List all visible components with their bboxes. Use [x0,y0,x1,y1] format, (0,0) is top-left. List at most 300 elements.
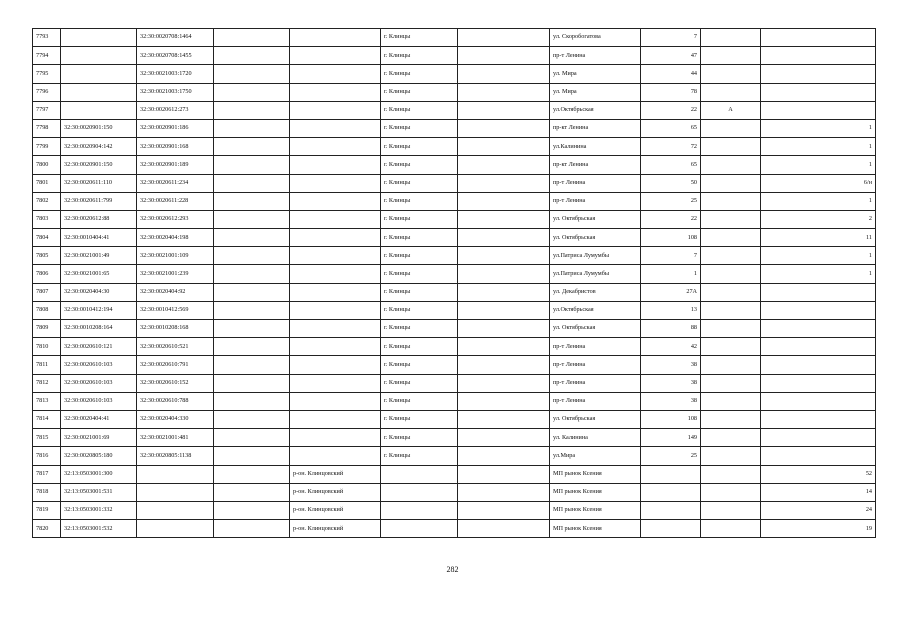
cell-cadastral-new: 32:30:0020708:1464 [137,29,214,47]
cell-apartment [761,29,876,47]
cell-empty [458,465,550,483]
cell-cadastral-new [137,483,214,501]
cell-cadastral-new: 32:30:0020612:293 [137,210,214,228]
cell-house-number: 47 [641,47,701,65]
table-row [33,101,876,119]
cell-house-letter: А [701,101,761,119]
cell-cadastral-new: 32:30:0021001:239 [137,265,214,283]
cell-street: ул.Мира [550,447,641,465]
cell-house-number: 27А [641,283,701,301]
cell-district [290,447,381,465]
cell-house-number: 38 [641,392,701,410]
cell-apartment: 2 [761,210,876,228]
cell-record-number: 7803 [33,210,61,228]
cell-house-letter [701,210,761,228]
cell-empty [458,356,550,374]
cell-cadastral-old: 32:30:0020610:103 [61,356,137,374]
cell-city: г. Клинцы [381,83,458,101]
cell-street: ул. Мира [550,65,641,83]
cell-house-letter [701,410,761,428]
cell-house-letter [701,483,761,501]
cell-district [290,156,381,174]
cell-cadastral-new: 32:30:0020805:1138 [137,447,214,465]
cell-empty [458,210,550,228]
cell-house-letter [701,447,761,465]
cell-house-number: 65 [641,156,701,174]
cell-empty [458,338,550,356]
cell-cadastral-old: 32:13:0503001:300 [61,465,137,483]
cell-city: г. Клинцы [381,192,458,210]
cell-district [290,338,381,356]
cell-record-number: 7811 [33,356,61,374]
cell-house-letter [701,301,761,319]
cell-street: МП рынок Ксения [550,501,641,519]
cell-empty [214,283,290,301]
cell-street: МП рынок Ксения [550,520,641,538]
cell-cadastral-old: 32:30:0021001:69 [61,429,137,447]
cell-district [290,101,381,119]
table-row [33,192,876,210]
table-row [33,410,876,428]
cell-record-number: 7819 [33,501,61,519]
cell-district: р-он. Клинцовский [290,483,381,501]
cell-street: ул.Патриса Лумумбы [550,265,641,283]
cell-apartment [761,47,876,65]
table-row [33,320,876,338]
cell-street: пр-т Ленина [550,338,641,356]
cell-record-number: 7807 [33,283,61,301]
table-row [33,119,876,137]
cell-cadastral-old: 32:30:0020610:121 [61,338,137,356]
cell-house-number: 42 [641,338,701,356]
cell-empty [458,483,550,501]
cell-cadastral-old: 32:30:0020610:103 [61,374,137,392]
table-row [33,283,876,301]
cell-street: ул.Калинина [550,138,641,156]
cell-district [290,374,381,392]
cell-street: пр-кт Ленина [550,119,641,137]
cell-house-number: 78 [641,83,701,101]
cell-apartment [761,65,876,83]
cell-record-number: 7799 [33,138,61,156]
cell-cadastral-new: 32:30:0010412:569 [137,301,214,319]
cell-apartment: 1 [761,192,876,210]
cell-cadastral-old [61,47,137,65]
cell-city: г. Клинцы [381,119,458,137]
cell-city: г. Клинцы [381,320,458,338]
cell-street: ул. Октябрьская [550,410,641,428]
cell-empty [458,229,550,247]
cell-district [290,65,381,83]
cell-apartment [761,301,876,319]
cell-district [290,247,381,265]
cell-empty [214,501,290,519]
cell-empty [214,320,290,338]
cell-empty [458,520,550,538]
cell-cadastral-new: 32:30:0020611:234 [137,174,214,192]
cell-cadastral-old: 32:30:0020904:142 [61,138,137,156]
cell-house-letter [701,265,761,283]
cell-district [290,301,381,319]
table-row [33,447,876,465]
cell-empty [214,138,290,156]
cell-empty [458,320,550,338]
cell-district [290,174,381,192]
cell-record-number: 7800 [33,156,61,174]
cell-apartment: 1 [761,265,876,283]
cell-house-letter [701,429,761,447]
cell-apartment: 52 [761,465,876,483]
cell-house-number: 25 [641,447,701,465]
cell-empty [214,210,290,228]
cell-apartment: 1 [761,138,876,156]
cell-city [381,483,458,501]
cell-house-letter [701,374,761,392]
cell-record-number: 7794 [33,47,61,65]
cell-empty [214,356,290,374]
cell-district [290,429,381,447]
cell-city: г. Клинцы [381,247,458,265]
cell-street: ул.Октябрьская [550,101,641,119]
cell-record-number: 7808 [33,301,61,319]
cell-empty [214,265,290,283]
cell-city: г. Клинцы [381,101,458,119]
cell-district [290,283,381,301]
table-row [33,156,876,174]
cell-empty [458,447,550,465]
cell-empty [214,47,290,65]
cell-empty [458,501,550,519]
cell-city [381,501,458,519]
table-row [33,265,876,283]
cell-apartment: 11 [761,229,876,247]
cell-empty [458,156,550,174]
cell-house-number [641,465,701,483]
cell-district [290,392,381,410]
cell-cadastral-new [137,520,214,538]
table-row [33,174,876,192]
cell-house-letter [701,47,761,65]
cell-record-number: 7797 [33,101,61,119]
cell-empty [214,119,290,137]
cell-apartment [761,338,876,356]
cell-city: г. Клинцы [381,338,458,356]
cell-empty [458,119,550,137]
cell-record-number: 7820 [33,520,61,538]
cell-house-number: 7 [641,29,701,47]
cell-empty [458,410,550,428]
cell-apartment [761,447,876,465]
table-row [33,520,876,538]
cell-apartment [761,283,876,301]
cell-district: р-он. Клинцовский [290,501,381,519]
cell-record-number: 7815 [33,429,61,447]
cell-house-number: 1 [641,265,701,283]
cell-house-letter [701,392,761,410]
cell-street: ул. Калинина [550,429,641,447]
cell-empty [458,192,550,210]
cell-city: г. Клинцы [381,283,458,301]
cell-street: пр-т Ленина [550,174,641,192]
cell-house-letter [701,356,761,374]
table-row [33,374,876,392]
cell-cadastral-old: 32:30:0020611:799 [61,192,137,210]
cell-empty [458,429,550,447]
table-row [33,47,876,65]
cell-cadastral-old: 32:13:0503001:532 [61,520,137,538]
cell-cadastral-old [61,29,137,47]
table-row [33,65,876,83]
table-row [33,483,876,501]
cell-city [381,520,458,538]
cell-cadastral-old [61,83,137,101]
cell-district [290,119,381,137]
cell-cadastral-new: 32:30:0020404:198 [137,229,214,247]
cell-cadastral-new: 32:30:0020610:521 [137,338,214,356]
cell-district: р-он. Клинцовский [290,520,381,538]
cell-street: пр-т Ленина [550,374,641,392]
cell-record-number: 7798 [33,119,61,137]
cell-empty [214,447,290,465]
cell-street: пр-т Ленина [550,192,641,210]
table-row [33,138,876,156]
cell-empty [458,392,550,410]
table-row [33,338,876,356]
cell-record-number: 7806 [33,265,61,283]
cell-street: пр-т Ленина [550,47,641,65]
cell-empty [458,374,550,392]
cell-empty [214,83,290,101]
cell-street: ул.Октябрьская [550,301,641,319]
cell-house-letter [701,174,761,192]
cell-apartment [761,429,876,447]
cell-city: г. Клинцы [381,210,458,228]
cell-empty [458,47,550,65]
cell-record-number: 7810 [33,338,61,356]
cell-street: ул. Мира [550,83,641,101]
cell-cadastral-old: 32:30:0021001:65 [61,265,137,283]
cell-empty [214,156,290,174]
cell-apartment: 1 [761,119,876,137]
cell-cadastral-new: 32:30:0020610:788 [137,392,214,410]
cell-cadastral-new: 32:30:0020901:168 [137,138,214,156]
cell-cadastral-new: 32:30:0010208:168 [137,320,214,338]
table-row [33,247,876,265]
cell-house-letter [701,520,761,538]
table-row [33,429,876,447]
cell-house-number: 7 [641,247,701,265]
cell-house-letter [701,138,761,156]
cell-city: г. Клинцы [381,392,458,410]
table-row [33,465,876,483]
cell-district [290,265,381,283]
cell-apartment: 24 [761,501,876,519]
cell-cadastral-new: 32:30:0021001:109 [137,247,214,265]
cell-record-number: 7795 [33,65,61,83]
cell-house-letter [701,501,761,519]
cell-city: г. Клинцы [381,156,458,174]
cell-cadastral-new: 32:30:0020612:273 [137,101,214,119]
cell-house-number: 65 [641,119,701,137]
cell-empty [458,301,550,319]
cell-city: г. Клинцы [381,356,458,374]
cell-empty [214,392,290,410]
cell-empty [214,101,290,119]
cell-cadastral-old: 32:30:0020612:88 [61,210,137,228]
cell-record-number: 7812 [33,374,61,392]
cell-empty [214,29,290,47]
cell-house-number: 25 [641,192,701,210]
cell-street: МП рынок Ксения [550,483,641,501]
cell-city: г. Клинцы [381,174,458,192]
cell-cadastral-new: 32:30:0021001:481 [137,429,214,447]
table-row [33,356,876,374]
cell-empty [214,429,290,447]
cell-cadastral-old: 32:13:0503001:531 [61,483,137,501]
cell-house-number: 50 [641,174,701,192]
cell-house-number: 38 [641,356,701,374]
cell-house-letter [701,156,761,174]
cell-empty [214,465,290,483]
cell-apartment [761,356,876,374]
cell-city: г. Клинцы [381,65,458,83]
cell-house-letter [701,320,761,338]
cell-district [290,410,381,428]
registry-table [32,28,876,538]
cell-city: г. Клинцы [381,447,458,465]
cell-street: ул. Скоробогатова [550,29,641,47]
cell-empty [214,410,290,428]
cell-cadastral-old: 32:30:0020404:30 [61,283,137,301]
cell-house-number: 13 [641,301,701,319]
table-row [33,229,876,247]
cell-record-number: 7813 [33,392,61,410]
cell-street: МП рынок Ксения [550,465,641,483]
cell-cadastral-new: 32:30:0021003:1720 [137,65,214,83]
cell-street: пр-т Ленина [550,392,641,410]
cell-cadastral-old: 32:30:0021001:49 [61,247,137,265]
cell-record-number: 7809 [33,320,61,338]
cell-cadastral-old: 32:30:0010208:164 [61,320,137,338]
cell-apartment: 19 [761,520,876,538]
cell-house-number: 108 [641,229,701,247]
cell-house-number: 22 [641,210,701,228]
table-row [33,210,876,228]
table-row [33,501,876,519]
cell-cadastral-new [137,465,214,483]
cell-house-number [641,483,701,501]
cell-cadastral-old: 32:30:0010404:41 [61,229,137,247]
cell-city: г. Клинцы [381,301,458,319]
cell-house-number: 22 [641,101,701,119]
cell-city: г. Клинцы [381,29,458,47]
cell-cadastral-old: 32:30:0020404:41 [61,410,137,428]
cell-house-letter [701,83,761,101]
cell-record-number: 7793 [33,29,61,47]
cell-cadastral-new: 32:30:0020610:152 [137,374,214,392]
cell-district [290,320,381,338]
cell-house-letter [701,465,761,483]
cell-street: ул. Октябрьская [550,210,641,228]
cell-city: г. Клинцы [381,138,458,156]
cell-house-number: 38 [641,374,701,392]
cell-apartment: 1 [761,247,876,265]
cell-district [290,83,381,101]
cell-cadastral-new: 32:30:0020708:1455 [137,47,214,65]
cell-district [290,192,381,210]
cell-city: г. Клинцы [381,229,458,247]
cell-record-number: 7802 [33,192,61,210]
cell-empty [458,65,550,83]
cell-cadastral-old: 32:30:0020901:150 [61,156,137,174]
cell-house-number: 88 [641,320,701,338]
cell-cadastral-old: 32:30:0020611:110 [61,174,137,192]
cell-city: г. Клинцы [381,374,458,392]
cell-house-number: 149 [641,429,701,447]
cell-street: ул.Патриса Лумумбы [550,247,641,265]
cell-empty [458,174,550,192]
cell-empty [214,192,290,210]
cell-empty [458,265,550,283]
cell-empty [458,101,550,119]
cell-house-letter [701,119,761,137]
cell-cadastral-old [61,101,137,119]
cell-empty [214,483,290,501]
cell-cadastral-new: 32:30:0020610:791 [137,356,214,374]
cell-district [290,138,381,156]
cell-cadastral-old [61,65,137,83]
cell-apartment [761,320,876,338]
cell-house-number [641,501,701,519]
cell-apartment: 6/н [761,174,876,192]
cell-city [381,465,458,483]
cell-city: г. Клинцы [381,265,458,283]
cell-record-number: 7814 [33,410,61,428]
cell-record-number: 7817 [33,465,61,483]
cell-empty [214,374,290,392]
cell-city: г. Клинцы [381,410,458,428]
cell-apartment [761,392,876,410]
cell-house-number: 44 [641,65,701,83]
cell-street: пр-т Ленина [550,356,641,374]
cell-cadastral-new [137,501,214,519]
table-row [33,301,876,319]
cell-house-letter [701,338,761,356]
cell-apartment [761,374,876,392]
cell-empty [214,301,290,319]
cell-house-letter [701,192,761,210]
cell-empty [214,229,290,247]
cell-empty [214,65,290,83]
cell-empty [214,247,290,265]
cell-record-number: 7805 [33,247,61,265]
table-row [33,29,876,47]
cell-empty [458,29,550,47]
cell-district [290,229,381,247]
cell-record-number: 7818 [33,483,61,501]
cell-record-number: 7796 [33,83,61,101]
cell-record-number: 7801 [33,174,61,192]
cell-record-number: 7804 [33,229,61,247]
cell-empty [458,83,550,101]
cell-district [290,29,381,47]
cell-empty [214,520,290,538]
cell-district: р-он. Клинцовский [290,465,381,483]
cell-cadastral-old: 32:30:0020805:180 [61,447,137,465]
cell-cadastral-new: 32:30:0021003:1750 [137,83,214,101]
cell-house-letter [701,247,761,265]
cell-apartment [761,101,876,119]
